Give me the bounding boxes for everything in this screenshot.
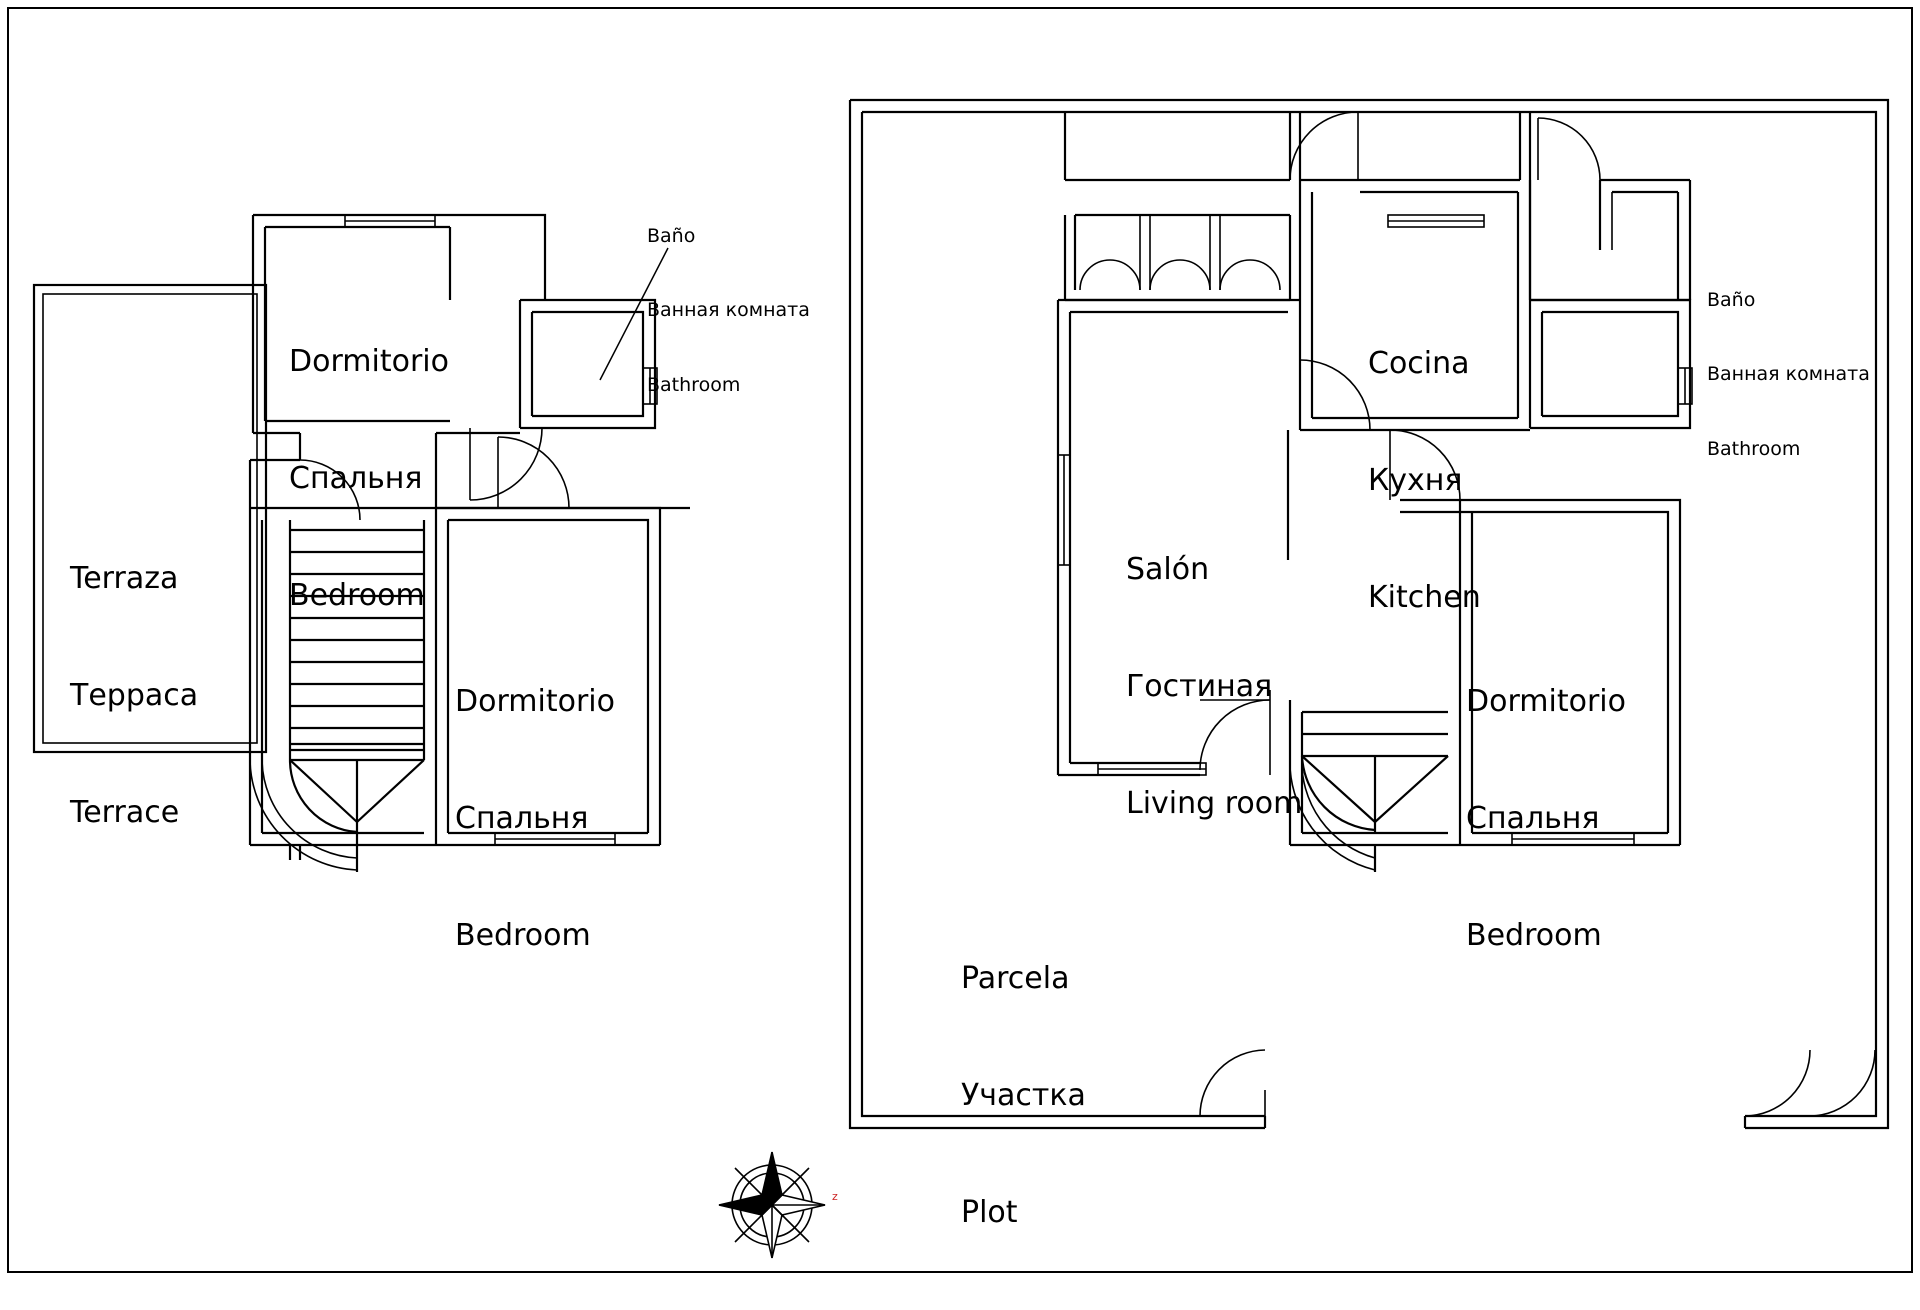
bathroom-ground-walls	[1530, 180, 1690, 428]
door-bathroom-ground	[1538, 118, 1600, 180]
room-label-kitchen-es: Cocina	[1368, 346, 1470, 381]
door-kitchen	[1300, 360, 1370, 430]
compass-marker-label: z	[832, 1190, 838, 1203]
room-label-bedroom-ground	[1466, 604, 1626, 1033]
room-label-terrace	[70, 481, 198, 910]
window-living-left	[1058, 455, 1070, 565]
callout-label-bathroom-ground-es: Baño	[1707, 289, 1756, 312]
callout-label-bathroom-upper-en: Bathroom	[647, 373, 741, 396]
ground-arched-gallery	[1065, 215, 1290, 300]
room-label-living-room-es: Salón	[1126, 552, 1210, 587]
door-bathroom-upper	[470, 428, 542, 500]
room-label-bedroom-ground-ru: Спальня	[1466, 801, 1600, 836]
callout-label-bathroom-ground-ru: Ванная комната	[1707, 363, 1870, 386]
room-label-bedroom-upper-south	[455, 604, 615, 1033]
room-label-kitchen-en: Kitchen	[1368, 580, 1481, 615]
room-label-plot-es: Parcela	[961, 961, 1070, 996]
door-bedroom-south	[498, 437, 569, 508]
room-label-bedroom-ground-es: Dormitorio	[1466, 684, 1626, 719]
room-label-terrace-es: Terraza	[70, 561, 179, 596]
room-label-living-room	[1126, 472, 1302, 901]
room-label-bedroom-upper-south-es: Dormitorio	[455, 684, 615, 719]
window-bedroom-north	[345, 215, 435, 227]
bathroom-upper-walls	[520, 300, 655, 428]
callout-label-bathroom-upper-ru: Ванная комната	[647, 299, 810, 322]
room-label-plot-en: Plot	[961, 1195, 1018, 1230]
room-label-living-room-en: Living room	[1126, 786, 1303, 821]
window-kitchen	[1388, 215, 1484, 227]
callout-label-bathroom-upper-es: Baño	[647, 225, 696, 248]
room-label-living-room-ru: Гостиная	[1126, 669, 1273, 704]
callout-label-bathroom-upper	[647, 175, 810, 447]
staircase-ground	[1290, 700, 1460, 872]
compass-rose	[719, 1152, 825, 1258]
room-label-terrace-ru: Терраса	[70, 678, 199, 713]
callout-label-bathroom-ground	[1707, 239, 1870, 511]
room-label-bedroom-ground-en: Bedroom	[1466, 918, 1602, 953]
room-label-kitchen	[1368, 266, 1481, 695]
room-label-bedroom-upper-north-es: Dormitorio	[289, 344, 449, 379]
room-label-bedroom-upper-north-en: Bedroom	[289, 578, 425, 613]
room-label-bedroom-upper-north	[289, 264, 449, 693]
room-label-bedroom-upper-south-en: Bedroom	[455, 918, 591, 953]
callout-label-bathroom-ground-en: Bathroom	[1707, 437, 1801, 460]
room-label-plot-ru: Участка	[961, 1078, 1086, 1113]
room-label-bedroom-upper-south-ru: Спальня	[455, 801, 589, 836]
room-label-plot	[961, 881, 1086, 1310]
room-label-kitchen-ru: Кухня	[1368, 463, 1463, 498]
room-label-bedroom-upper-north-ru: Спальня	[289, 461, 423, 496]
room-label-terrace-en: Terrace	[70, 795, 180, 830]
